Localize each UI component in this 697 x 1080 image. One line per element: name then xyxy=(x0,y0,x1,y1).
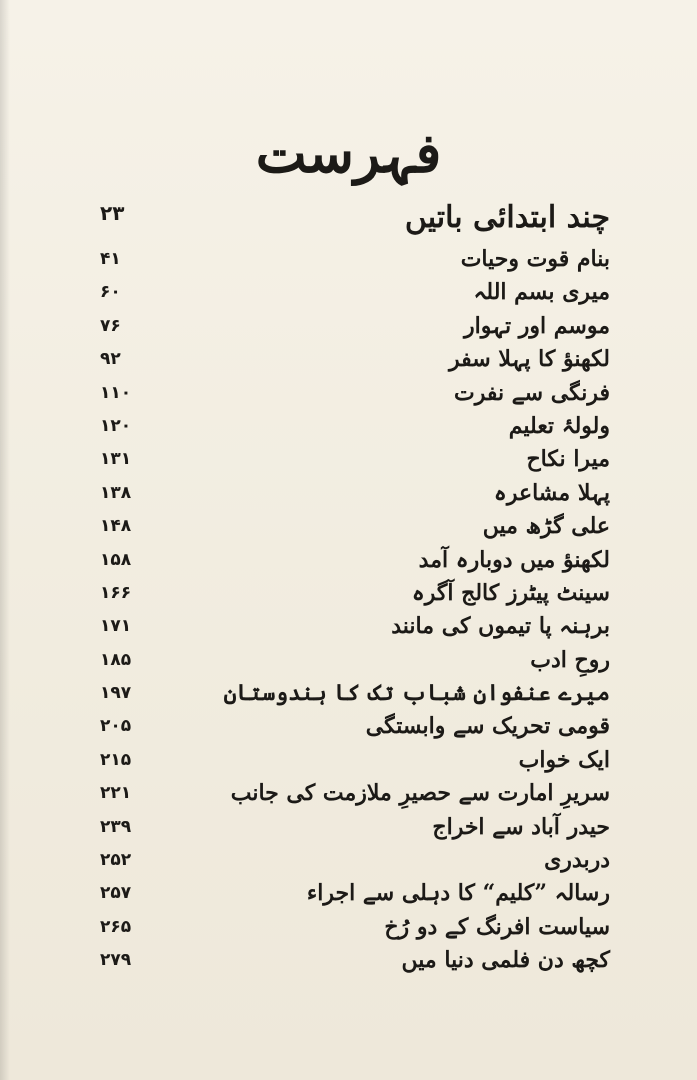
toc-page-number: ۲۰۵ xyxy=(100,716,132,737)
toc-row xyxy=(100,410,610,443)
toc-row xyxy=(100,377,610,410)
toc-page-number: ۲۱۵ xyxy=(100,749,132,770)
toc-page-number: ۱۱۰ xyxy=(100,382,132,403)
toc-row xyxy=(100,610,610,643)
toc-row xyxy=(100,777,610,810)
toc-page-number: ۱۵۸ xyxy=(100,549,132,570)
toc-page-number: ۱۲۰ xyxy=(100,415,132,436)
toc-page-number: ۹۲ xyxy=(100,349,121,370)
toc-entry-title: روحِ ادب xyxy=(530,646,610,673)
toc-row xyxy=(100,195,610,243)
toc-row xyxy=(100,276,610,309)
toc-entry-title: برہنہ پا تیموں کی مانند xyxy=(391,613,610,640)
toc-row xyxy=(100,544,610,577)
toc-entry-title: رسالہ ”کلیم“ کا دہلی سے اجراء xyxy=(306,880,610,907)
toc-row xyxy=(100,710,610,743)
toc-page-number: ۱۷۱ xyxy=(100,616,132,637)
toc-entry-title: پہلا مشاعرہ xyxy=(493,479,610,506)
toc-page-number: ۲۶۵ xyxy=(100,916,132,937)
toc-row xyxy=(100,811,610,844)
toc-page-number: ۴۱ xyxy=(100,249,121,269)
toc-page-number: ۲۵۲ xyxy=(100,850,132,871)
toc-entry-title: میرا نکاح xyxy=(526,446,610,473)
toc-entry-title: ایک خواب xyxy=(518,746,610,773)
toc-page-number: ۱۳۱ xyxy=(100,449,132,470)
toc-entry-title: قومی تحریک سے وابستگی xyxy=(365,713,610,740)
toc-page-number: ۲۲۱ xyxy=(100,783,132,804)
toc-row xyxy=(100,243,610,276)
toc-page-number: ۱۴۸ xyxy=(100,516,132,537)
toc-entry-title: لکھنؤ میں دوبارہ آمد xyxy=(418,546,610,573)
toc-entry-title: چند ابتدائی باتیں xyxy=(404,200,610,235)
toc-page-number: ۶۰ xyxy=(100,282,121,303)
toc-row xyxy=(100,310,610,343)
toc-page-number: ۲۵۷ xyxy=(100,883,132,904)
toc-page-number: ۱۳۸ xyxy=(100,482,132,503)
toc-page-number: ۱۶۶ xyxy=(100,582,132,603)
toc-page-number: ۲۳ xyxy=(100,201,125,225)
toc-row xyxy=(100,744,610,777)
toc-entry-title: دربدری xyxy=(544,847,610,874)
toc-row xyxy=(100,877,610,910)
page-title: فہرست xyxy=(255,121,442,185)
toc-page-number: ۱۹۷ xyxy=(100,683,132,704)
toc-entry-title: ولولۂ تعلیم xyxy=(508,412,610,439)
toc-row xyxy=(100,343,610,376)
toc-entry-title: موسم اور تہوار xyxy=(463,312,610,339)
toc-entry-title: فرنگی سے نفرت xyxy=(453,379,610,406)
toc-row xyxy=(100,510,610,543)
toc-entry-title: سیاست افرنگ کے دو رُخ xyxy=(384,913,610,940)
toc-entry-title: بنام قوت وحیات xyxy=(460,246,610,272)
toc-entry-title: حیدر آباد سے اخراج xyxy=(432,813,610,840)
toc-entry-title: کچھ دن فلمی دنیا میں xyxy=(401,947,610,974)
toc-entry-title: لکھنؤ کا پہلا سفر xyxy=(449,346,610,373)
toc-row xyxy=(100,911,610,944)
toc-row xyxy=(100,677,610,710)
toc-row xyxy=(100,644,610,677)
toc-page-number: ۷۶ xyxy=(100,315,121,336)
toc-page-number: ۱۸۵ xyxy=(100,649,132,670)
toc-row xyxy=(100,944,610,977)
toc-entry-title: میری بسم اللہ xyxy=(473,279,610,306)
toc-page-number: ۲۳۹ xyxy=(100,816,132,837)
table-of-contents xyxy=(100,195,610,978)
toc-row xyxy=(100,477,610,510)
toc-entry-title: سینٹ پیٹرز کالج آگرہ xyxy=(411,579,610,606)
toc-entry-title: علی گڑھ میں xyxy=(482,513,610,540)
toc-entry-title: میرے عنفوانِ شباب تک کا ہندوستان xyxy=(223,680,610,707)
toc-row xyxy=(100,577,610,610)
toc-page-number: ۲۷۹ xyxy=(100,950,132,971)
toc-row xyxy=(100,443,610,476)
toc-row xyxy=(100,844,610,877)
toc-entry-title: سریرِ امارت سے حصیرِ ملازمت کی جانب xyxy=(230,780,610,807)
